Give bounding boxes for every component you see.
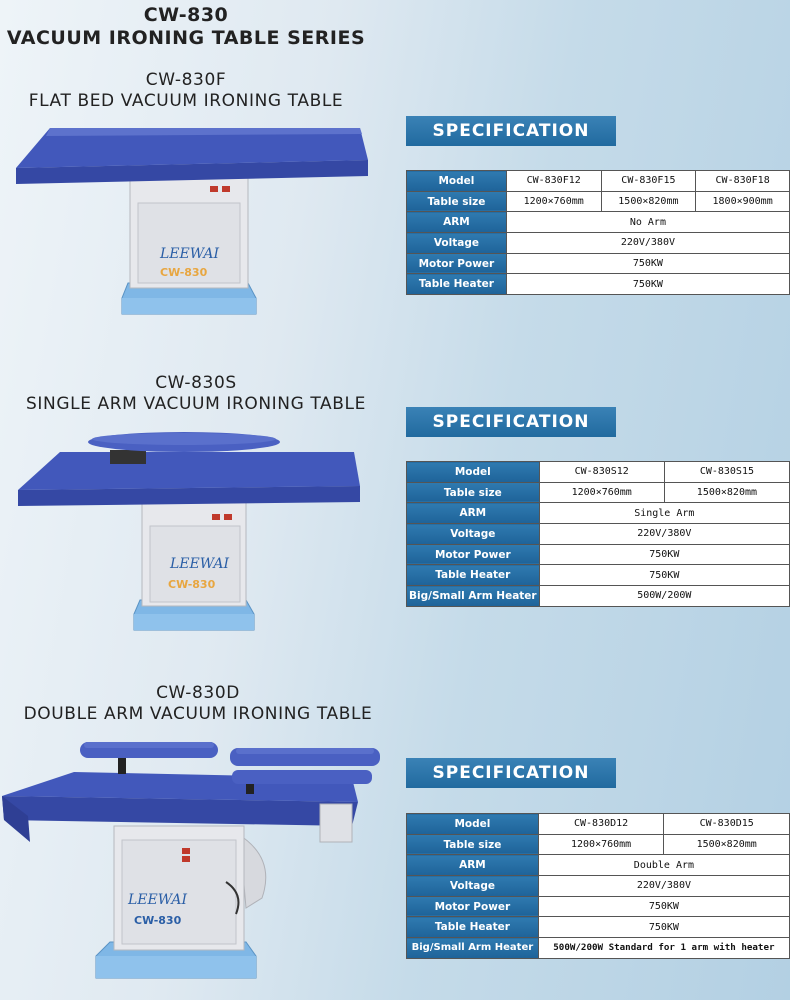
row-label: Motor Power [407,896,539,917]
spec-heading-f: SPECIFICATION [406,116,616,146]
body-label-f: CW-830 [160,266,208,279]
cell: CW-830S12 [539,462,664,483]
row-label: Motor Power [407,544,540,565]
cell: 750KW [539,544,789,565]
spec-table-d [406,813,790,959]
cell: 1200×760mm [539,482,664,503]
cell: CW-830F18 [696,171,790,192]
cell: CW-830D15 [664,814,790,835]
body-label-d: CW-830 [134,914,182,927]
table-row [407,938,790,959]
cell: 220V/380V [506,233,789,254]
cell: 750KW [538,896,789,917]
table-row [407,896,790,917]
product-d-title [0,683,396,725]
cell: No Arm [506,212,789,233]
product-f-name: FLAT BED VACUUM IRONING TABLE [28,91,344,111]
double-arm-table-image [0,738,385,990]
row-label: Model [407,171,507,192]
row-label: ARM [407,855,539,876]
cell: 750KW [538,917,789,938]
row-label: Big/Small Arm Heater [407,938,539,959]
row-label: Table size [407,834,539,855]
table-row [407,274,790,295]
cell: Double Arm [538,855,789,876]
table-row [407,565,790,586]
row-label: Table size [407,482,540,503]
table-row [407,503,790,524]
product-f-code: CW-830F [145,70,227,90]
cell: 1800×900mm [696,191,790,212]
product-s-name: SINGLE ARM VACUUM IRONING TABLE [26,394,366,414]
row-label: Voltage [407,524,540,545]
product-s-code: CW-830S [155,373,237,393]
row-label: Voltage [407,876,539,897]
table-row [407,482,790,503]
flat-bed-table-image [10,118,370,318]
row-label: ARM [407,503,540,524]
product-s-title [0,373,392,415]
product-d-name: DOUBLE ARM VACUUM IRONING TABLE [23,704,373,724]
row-label: Motor Power [407,253,507,274]
table-row [407,917,790,938]
table-row [407,834,790,855]
cell: Single Arm [539,503,789,524]
cell: 1200×760mm [506,191,601,212]
cell: 750KW [506,274,789,295]
product-f-title [0,70,372,112]
cell: 1500×820mm [601,191,696,212]
cell: 500W/200W Standard for 1 arm with heater [538,938,789,959]
cell: CW-830D12 [538,814,664,835]
cell: 750KW [506,253,789,274]
table-row [407,212,790,233]
table-row [407,253,790,274]
cell: 1200×760mm [538,834,664,855]
row-label: Model [407,814,539,835]
cell: 220V/380V [539,524,789,545]
table-row [407,876,790,897]
body-label-s: CW-830 [168,578,216,591]
row-label: Model [407,462,540,483]
logo-text-f: LEEWAI [160,246,220,262]
row-label: Voltage [407,233,507,254]
cell: 500W/200W [539,586,789,607]
row-label: Table Heater [407,917,539,938]
series-name: VACUUM IRONING TABLE SERIES [6,27,366,49]
table-row [407,855,790,876]
table-row [407,524,790,545]
spec-heading-d: SPECIFICATION [406,758,616,788]
table-row [407,586,790,607]
row-label: ARM [407,212,507,233]
table-row [407,191,790,212]
table-row [407,233,790,254]
row-label: Big/Small Arm Heater [407,586,540,607]
table-row [407,814,790,835]
cell: 220V/380V [538,876,789,897]
cell: 1500×820mm [664,482,789,503]
cell: CW-830F12 [506,171,601,192]
row-label: Table Heater [407,565,540,586]
series-code: CW-830 [143,4,229,26]
single-arm-table-image [14,428,374,634]
logo-text-s: LEEWAI [170,556,230,572]
row-label: Table size [407,191,507,212]
cell: 1500×820mm [664,834,790,855]
series-title [0,4,372,50]
spec-table-s [406,461,790,607]
product-d-code: CW-830D [156,683,240,703]
logo-text-d: LEEWAI [128,892,188,908]
cell: CW-830S15 [664,462,789,483]
cell: 750KW [539,565,789,586]
table-row [407,544,790,565]
cell: CW-830F15 [601,171,696,192]
spec-table-f [406,170,790,295]
row-label: Table Heater [407,274,507,295]
spec-heading-s: SPECIFICATION [406,407,616,437]
table-row [407,171,790,192]
table-row [407,462,790,483]
